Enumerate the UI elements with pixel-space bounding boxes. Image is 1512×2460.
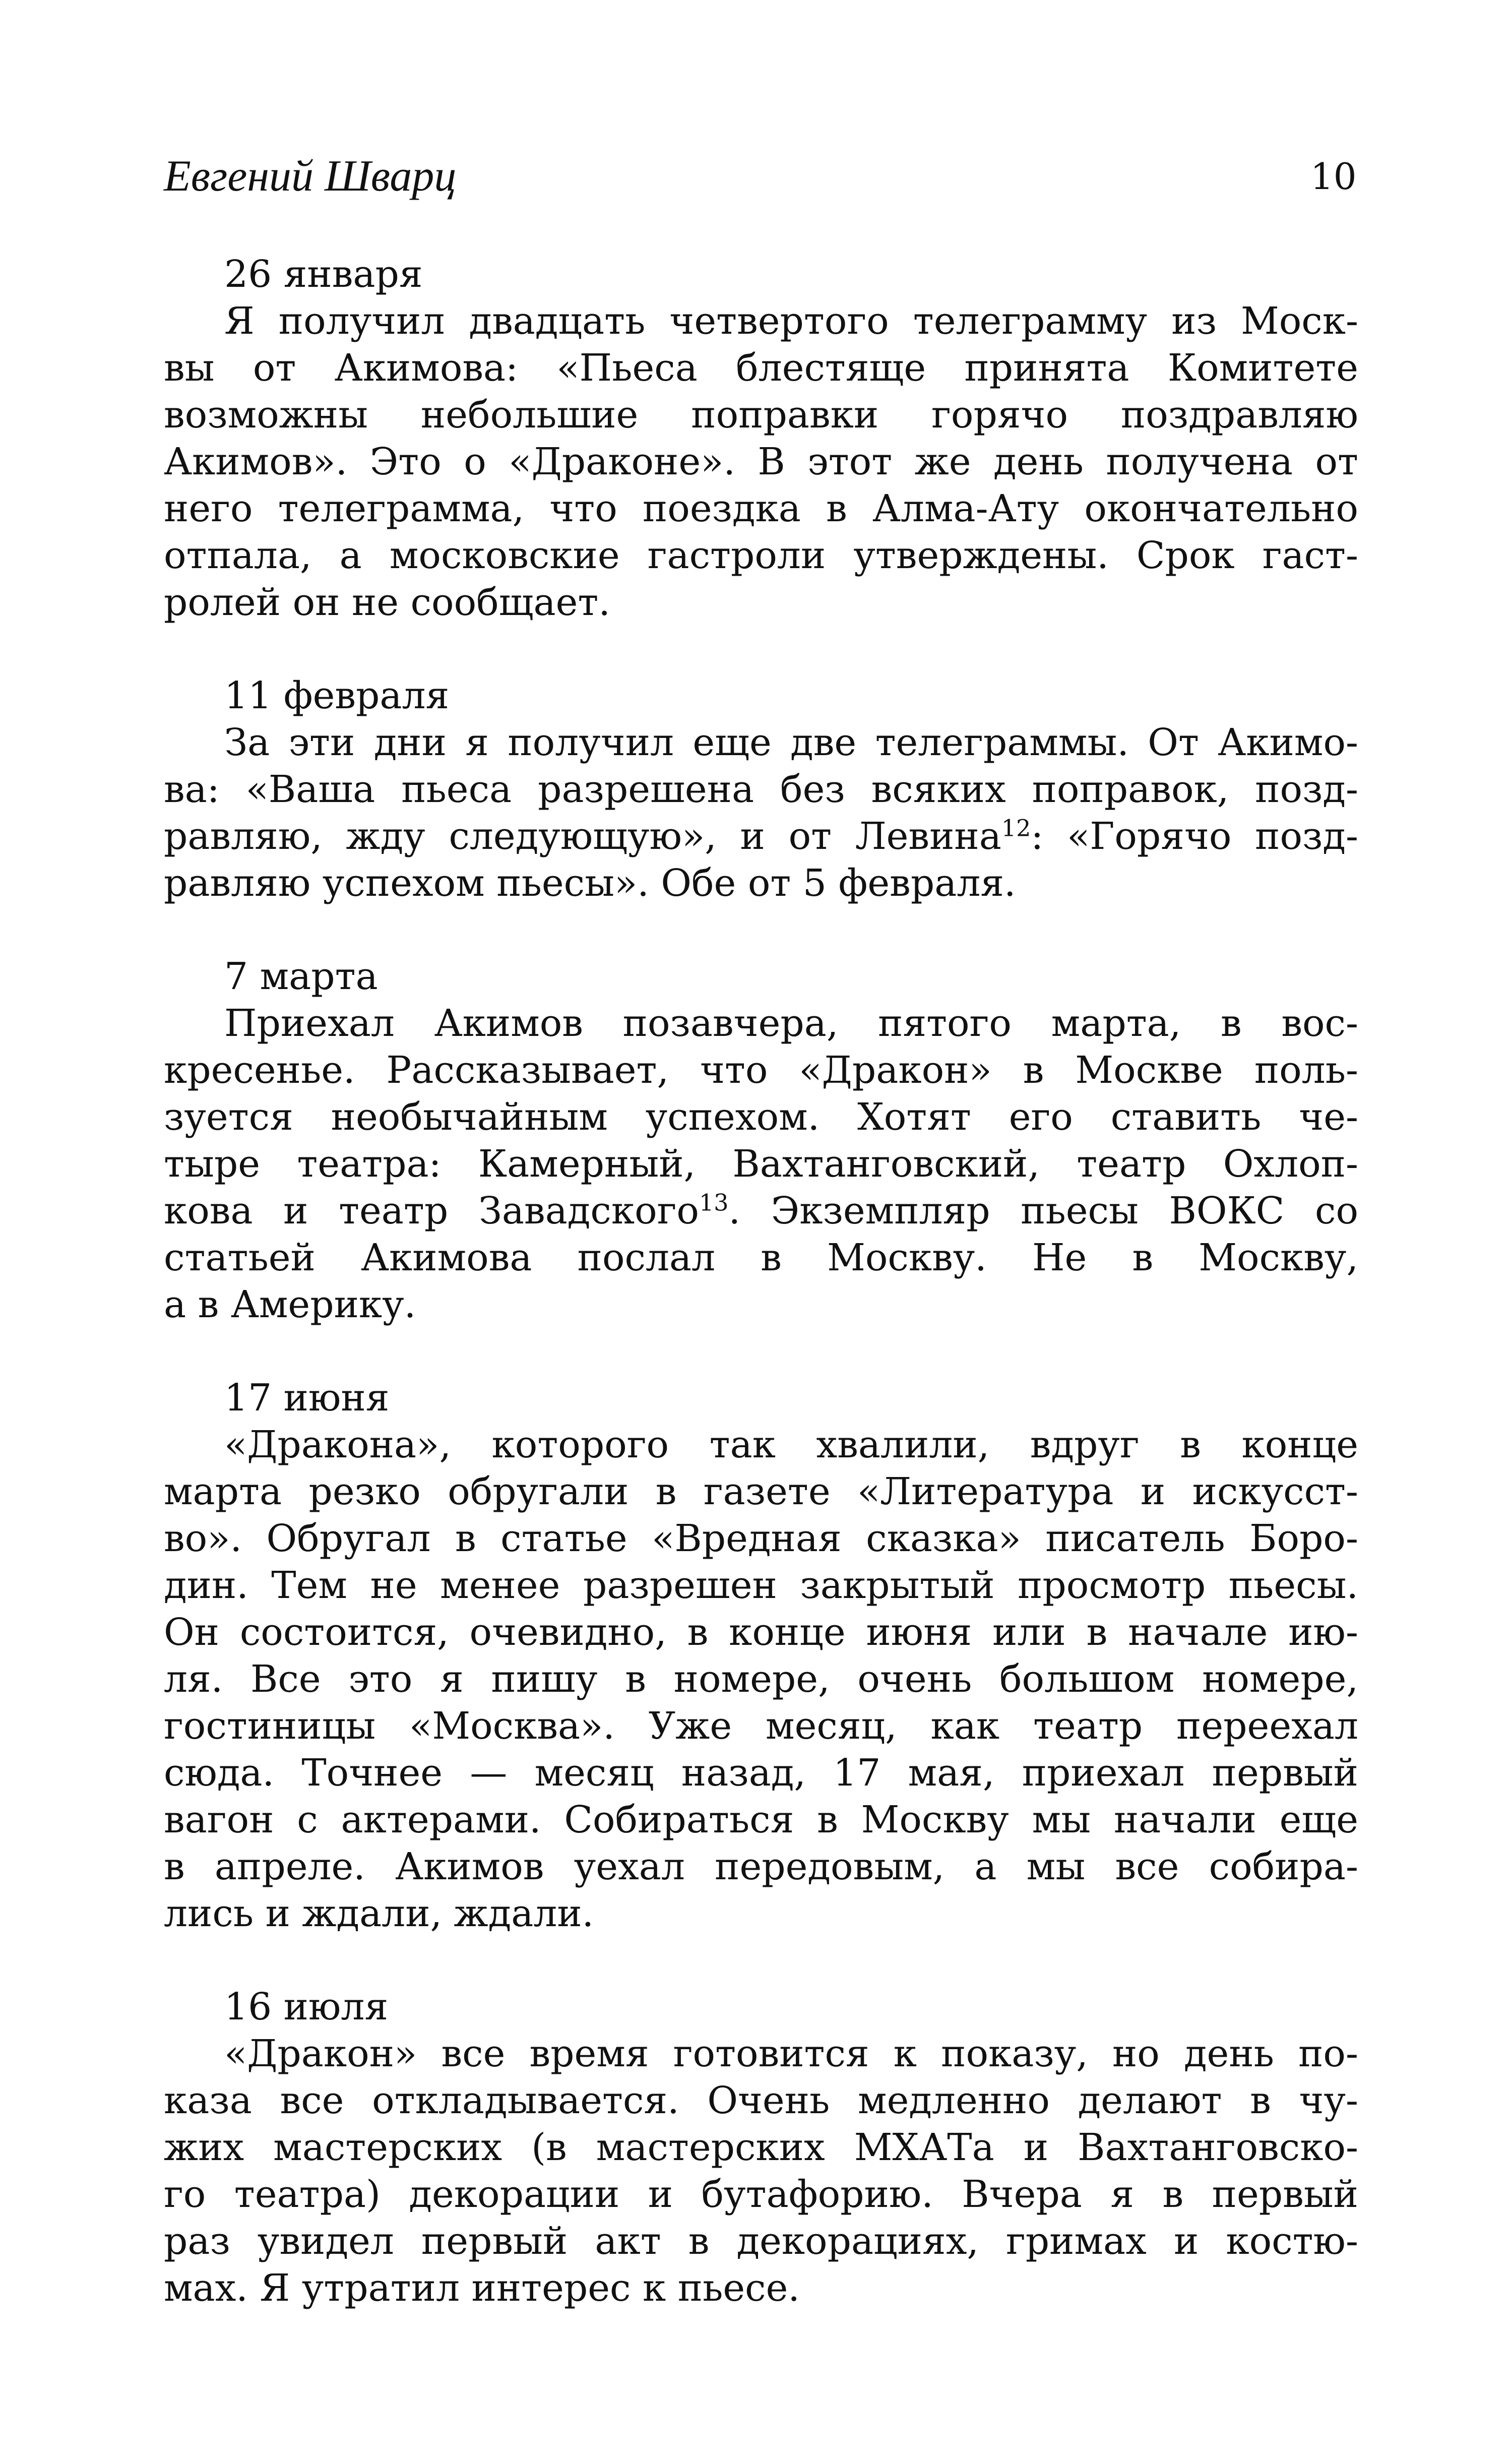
text-line: в апреле. Акимов уехал передовым, а мы все собира- (164, 1845, 1358, 1888)
entry-text (164, 719, 1358, 907)
text-segment: : «Горячо позд- (1031, 815, 1358, 858)
entry-text (164, 2031, 1358, 2312)
text-line: возможны небольшие поправки горячо поздравляю (164, 393, 1358, 437)
text-line: а в Америку. (164, 1283, 416, 1326)
text-line: За эти дни я получил еще две телеграммы. От Акимо- (224, 721, 1358, 764)
text-line: вагон с актерами. Собираться в Москву мы начали еще (164, 1798, 1358, 1841)
text-line: него телеграмма, что поездка в Алма-Ату окончательно (164, 487, 1358, 530)
text-line: зуется необычайным успехом. Хотят его ставить че- (164, 1095, 1358, 1139)
page-number: 10 (1310, 155, 1357, 198)
entry-text (164, 298, 1358, 626)
text-line: ролей он не сообщает. (164, 581, 610, 624)
text-line: ля. Все это я пишу в номере, очень большом номере, (164, 1657, 1358, 1701)
footnote-marker: 12 (1001, 814, 1031, 842)
text-line: гостиницы «Москва». Уже месяц, как театр переехал (164, 1704, 1358, 1748)
text-line: ва: «Ваша пьеса разрешена без всяких поправок, позд- (164, 768, 1358, 811)
diary-entry (164, 953, 1358, 1328)
text-line: кресенье. Рассказывает, что «Дракон» в Москве поль- (164, 1049, 1358, 1092)
diary-entry (164, 1375, 1358, 1937)
diary-entry (164, 251, 1358, 626)
diary-entries (164, 251, 1358, 2358)
footnote-marker: 13 (699, 1189, 729, 1216)
text-line: го театра) декорации и бутафорию. Вчера я в первый (164, 2173, 1358, 2216)
text-line: отпала, а московские гастроли утверждены. Срок гаст- (164, 534, 1358, 577)
text-line: равляю успехом пьесы». Обе от 5 февраля. (164, 862, 1016, 905)
text-line (164, 813, 1358, 860)
text-line: Приехал Акимов позавчера, пятого марта, в вос- (224, 1002, 1358, 1045)
text-line: Акимов». Это о «Драконе». В этот же день получена от (164, 440, 1358, 483)
text-segment: кова и театр Завадского (164, 1189, 699, 1233)
text-line: раз увидел первый акт в декорациях, гримах и костю- (164, 2220, 1358, 2263)
text-line: мах. Я утратил интерес к пьесе. (164, 2266, 800, 2310)
text-line: статьей Акимова послал в Москву. Не в Москву, (164, 1236, 1358, 1279)
diary-entry (164, 1984, 1358, 2312)
text-line: вы от Акимова: «Пьеса блестяще принята Комитете (164, 346, 1358, 390)
diary-entry (164, 672, 1358, 907)
entry-date: 11 февраля (224, 674, 450, 717)
entry-date: 26 января (224, 253, 423, 296)
text-line (164, 1188, 1358, 1235)
entry-text (164, 1000, 1358, 1328)
text-segment: равляю, жду следующую», и от Левина (164, 815, 1001, 858)
text-line: «Дракона», которого так хвалили, вдруг в конце (224, 1423, 1358, 1466)
text-line: сюда. Точнее — месяц назад, 17 мая, приехал первый (164, 1751, 1358, 1795)
text-line: во». Обругал в статье «Вредная сказка» писатель Боро- (164, 1517, 1358, 1560)
text-segment: . Экземпляр пьесы ВОКС со (728, 1189, 1358, 1233)
entry-date: 7 марта (224, 955, 378, 998)
entry-date: 16 июля (224, 1985, 389, 2028)
text-line: дин. Тем не менее разрешен закрытый просмотр пьесы. (164, 1564, 1358, 1607)
text-line: каза все откладывается. Очень медленно делают в чу- (164, 2079, 1358, 2122)
text-line: Он состоится, очевидно, в конце июня или в начале ию- (164, 1611, 1358, 1654)
entry-date: 17 июня (224, 1376, 390, 1420)
text-line: тыре театра: Камерный, Вахтанговский, театр Охлоп- (164, 1142, 1358, 1186)
text-line: Я получил двадцать четвертого телеграмму из Моск- (224, 299, 1358, 343)
text-line: жих мастерских (в мастерских МХАТа и Вахтанговско- (164, 2126, 1358, 2169)
text-line: лись и ждали, ждали. (164, 1892, 594, 1935)
text-line: марта резко обругали в газете «Литература и искусст- (164, 1470, 1358, 1513)
entry-text (164, 1422, 1358, 1937)
text-line: «Дракон» все время готовится к показу, но день по- (224, 2032, 1358, 2075)
running-head-author: Евгений Шварц (164, 152, 457, 201)
